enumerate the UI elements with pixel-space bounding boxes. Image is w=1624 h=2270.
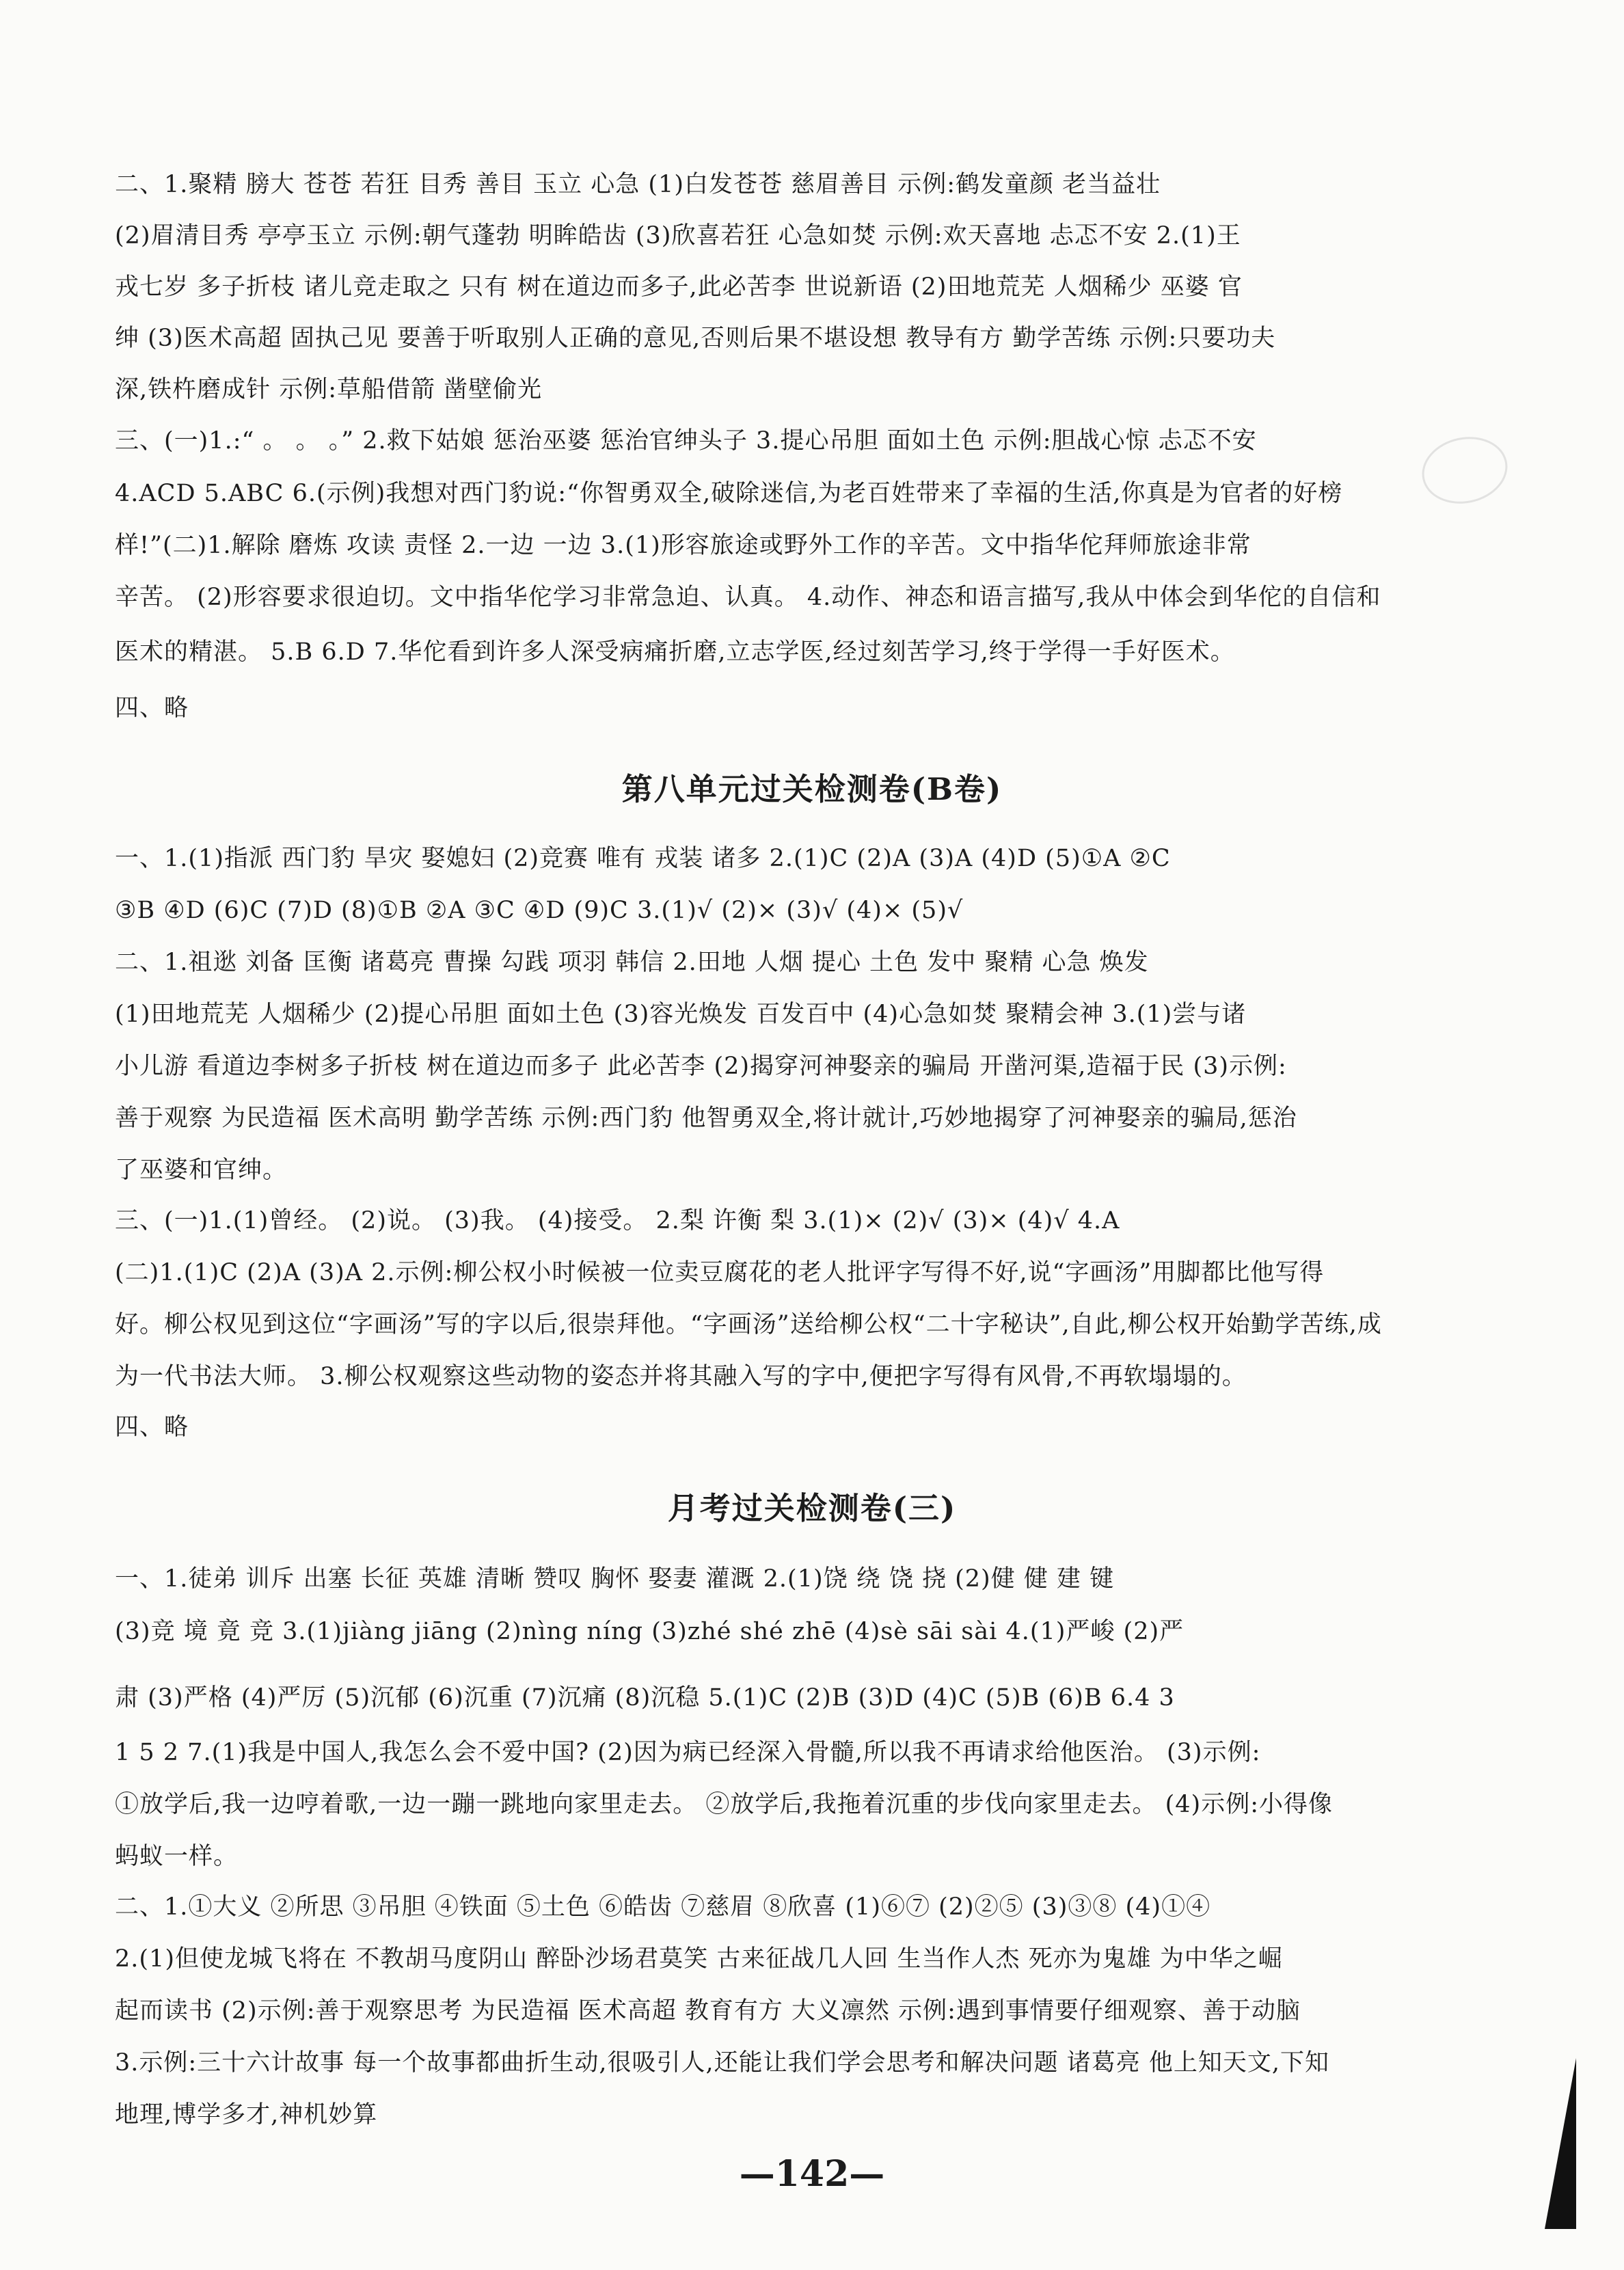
text-line: (1)田地荒芜 人烟稀少 (2)提心吊胆 面如土色 (3)容光焕发 百发百中 (4)心急如焚 聚精会神 3.(1)尝与诸 xyxy=(115,1001,1247,1028)
text-line: 2.(1)但使龙城飞将在 不教胡马度阴山 醉卧沙场君莫笑 古来征战几人回 生当作人杰 死亦为鬼雄 为中华之崛 xyxy=(115,1945,1283,1973)
text-line: 二、1.祖逖 刘备 匡衡 诸葛亮 曹操 勾践 项羽 韩信 2.田地 人烟 提心 土色 发中 聚精 心急 焕发 xyxy=(115,949,1149,976)
text-line: ①放学后,我一边哼着歌,一边一蹦一跳地向家里走去。 ②放学后,我拖着沉重的步伐向家里走去。 (4)示例:小得像 xyxy=(115,1791,1334,1818)
text-line: 一、1.(1)指派 西门豹 旱灾 娶媳妇 (2)竞赛 唯有 戎装 诸多 2.(1)C (2)A (3)A (4)D (5)①A ②C xyxy=(115,845,1171,872)
text-line: (3)竞 境 竟 竞 3.(1)jiàng jiāng (2)nìng níng (3)zhé shé zhē (4)sè sāi sài 4.(1)严峻 (2)严 xyxy=(115,1618,1185,1645)
text-line: 4.ACD 5.ABC 6.(示例)我想对西门豹说:“你智勇双全,破除迷信,为老百姓带来了幸福的生活,你真是为官者的好榜 xyxy=(115,480,1343,507)
text-line: 辛苦。 (2)形容要求很迫切。文中指华佗学习非常急迫、认真。 4.动作、神态和语言描写,我从中体会到华佗的自信和 xyxy=(115,584,1381,611)
text-line: 绅 (3)医术高超 固执己见 要善于听取别人正确的意见,否则后果不堪设想 教导有方 勤学苦练 示例:只要功夫 xyxy=(115,325,1276,352)
text-line: 善于观察 为民造福 医术高明 勤学苦练 示例:西门豹 他智勇双全,将计就计,巧妙地揭穿了河神娶亲的骗局,惩治 xyxy=(115,1105,1297,1132)
text-line: 了巫婆和官绅。 xyxy=(115,1157,288,1184)
text-line: 医术的精湛。 5.B 6.D 7.华佗看到许多人深受病痛折磨,立志学医,经过刻苦学习,终于学得一手好医术。 xyxy=(115,638,1235,666)
text-line: 1 5 2 7.(1)我是中国人,我怎么会不爱中国? (2)因为病已经深入骨髓,所以我不再请求给他医治。 (3)示例: xyxy=(115,1739,1261,1766)
text-line: 三、(一)1.:“ 。 。 。” 2.救下姑娘 惩治巫婆 惩治官绅头子 3.提心吊胆 面如土色 示例:胆战心惊 忐忑不安 xyxy=(115,427,1257,455)
text-line: 戎七岁 多子折枝 诸儿竞走取之 只有 树在道边而多子,此必苦李 世说新语 (2)田地荒芜 人烟稀少 巫婆 官 xyxy=(115,273,1243,301)
text-line: 一、1.徒弟 训斥 出塞 长征 英雄 清晰 赞叹 胸怀 娶妻 灌溉 2.(1)饶 绕 饶 挠 (2)健 健 建 键 xyxy=(115,1565,1115,1593)
text-line: 肃 (3)严格 (4)严厉 (5)沉郁 (6)沉重 (7)沉痛 (8)沉稳 5.(1)C (2)B (3)D (4)C (5)B (6)B 6.4 3 xyxy=(115,1684,1175,1712)
text-line: 起而读书 (2)示例:善于观察思考 为民造福 医术高超 教育有方 大义凛然 示例:遇到事情要仔细观察、善于动脑 xyxy=(115,1997,1301,2025)
text-line: 为一代书法大师。 3.柳公权观察这些动物的姿态并将其融入写的字中,便把字写得有风骨,不再软塌塌的。 xyxy=(115,1363,1247,1390)
text-line: 小儿游 看道边李树多子折枝 树在道边而多子 此必苦李 (2)揭穿河神娶亲的骗局 开凿河渠,造福于民 (3)示例: xyxy=(115,1053,1287,1080)
text-line: 二、1.聚精 膀大 苍苍 若狂 目秀 善目 玉立 心急 (1)白发苍苍 慈眉善目 示例:鹤发童颜 老当益壮 xyxy=(115,171,1161,198)
text-line: 三、(一)1.(1)曾经。 (2)说。 (3)我。 (4)接受。 2.梨 许衡 梨 3.(1)× (2)√ (3)× (4)√ 4.A xyxy=(115,1207,1120,1234)
page-corner-mark xyxy=(1545,2058,1576,2229)
section-heading-unit8-b: 第八单元过关检测卷(B卷) xyxy=(621,771,1003,807)
text-line: 四、略 xyxy=(115,1414,189,1441)
text-line: 地理,博学多才,神机妙算 xyxy=(115,2101,378,2129)
text-line: 四、略 xyxy=(115,694,189,722)
page-number: —142— xyxy=(739,2153,885,2195)
text-line: 好。柳公权见到这位“字画汤”写的字以后,很崇拜他。“字画汤”送给柳公权“二十字秘诀”,自此,柳公权开始勤学苦练,成 xyxy=(115,1311,1382,1338)
text-line: (2)眉清目秀 亭亭玉立 示例:朝气蓬勃 明眸皓齿 (3)欣喜若狂 心急如焚 示例:欢天喜地 忐忑不安 2.(1)王 xyxy=(115,222,1241,249)
text-line: ③B ④D (6)C (7)D (8)①B ②A ③C ④D (9)C 3.(1)√ (2)× (3)√ (4)× (5)√ xyxy=(115,897,964,924)
text-line: 二、1.①大义 ②所思 ③吊胆 ④铁面 ⑤土色 ⑥皓齿 ⑦慈眉 ⑧欣喜 (1)⑥⑦ (2)②⑤ (3)③⑧ (4)①④ xyxy=(115,1893,1211,1921)
text-line: 样!”(二)1.解除 磨炼 攻读 责怪 2.一边 一边 3.(1)形容旅途或野外工作的辛苦。文中指华佗拜师旅途非常 xyxy=(115,532,1251,559)
text-line: 深,铁杵磨成针 示例:草船借箭 凿壁偷光 xyxy=(115,376,543,403)
text-line: 蚂蚁一样。 xyxy=(115,1843,239,1870)
section-heading-monthly-3: 月考过关检测卷(三) xyxy=(667,1490,957,1526)
text-line: (二)1.(1)C (2)A (3)A 2.示例:柳公权小时候被一位卖豆腐花的老人批评字写得不好,说“字画汤”用脚都比他写得 xyxy=(115,1259,1325,1286)
text-line: 3.示例:三十六计故事 每一个故事都曲折生动,很吸引人,还能让我们学会思考和解决问题 诸葛亮 他上知天文,下知 xyxy=(115,2049,1329,2077)
